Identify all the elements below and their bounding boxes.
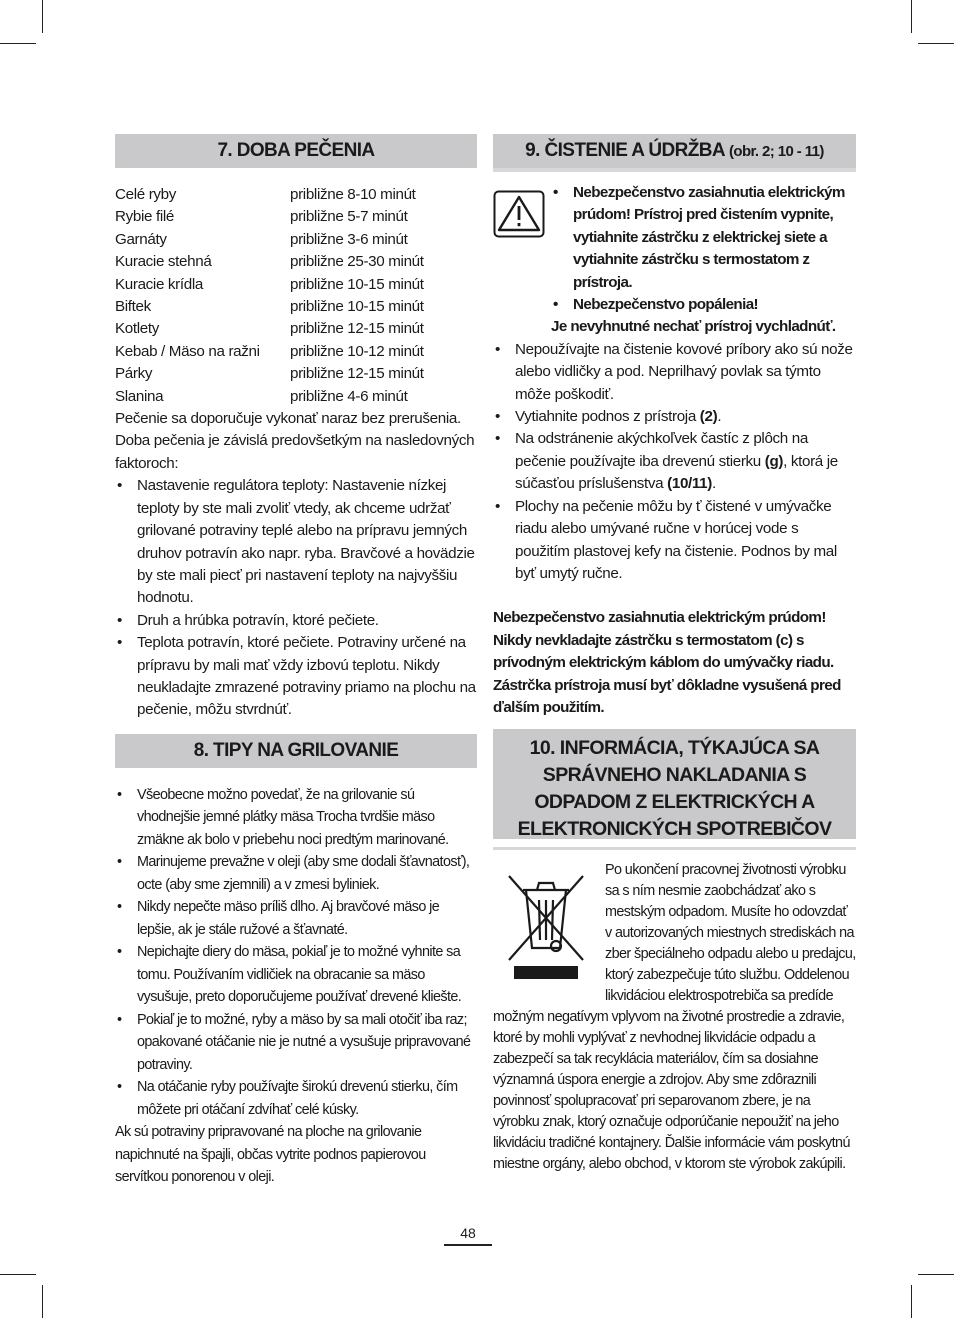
divider (493, 847, 856, 850)
cooking-time: približne 12-15 minút (290, 365, 424, 383)
crop-mark (918, 43, 954, 44)
text: Na odstránenie akýchkoľvek častíc z plôch na pečenie používajte iba drevenú stierku (515, 430, 808, 470)
section-10-heading: 10. INFORMÁCIA, TÝKAJÚCA SA SPRÁVNEHO NAKLADANIA S ODPADOM Z ELEKTRICKÝCH A ELEKTRONICKÝCH SPOTREBIČOV (493, 729, 856, 839)
disposal-text: Po ukončení pracovnej životnosti výrobku sa s ním nesmie zaobchádzať ako s mestským odpadom. Musíte ho odovzdať v autorizovaných miestnych strediskách na zber špeciálneho odpadu alebo u predajcu, ktorý zabezpečuje túto službu. Oddelenou likvidáciou elektrospotrebiča sa predíde možným negatívym vplyvom na životné prostredie a zdravie, ktoré by mohli vyplývať z nevhodnej likvidácie odpadu a zabezpečí sa tak recyklácia materiálov, čím sa dosiahne významná úspora energie a zdrojov. Aby sme zdôraznili povinnosť spolupracovať pri separovanom zbere, je na výrobku znak, ktorý označuje odporúčanie nepoužiť na jeho likvidáciu tradičné kontajnery. Ďalšie informácie vám poskytnú miestne orgány, alebo obchod, v ktorom ste výrobok zakúpili. (493, 862, 856, 1173)
crop-mark (0, 43, 36, 44)
figure-ref: (2) (699, 408, 718, 426)
food-name: Kotlety (115, 320, 159, 338)
food-name: Slanina (115, 387, 164, 405)
table-row (115, 206, 477, 228)
section-9-figure-ref: (obr. 2; 10 - 11) (728, 143, 824, 160)
table-row (115, 229, 477, 251)
weee-crossed-bin-icon (493, 860, 599, 990)
list-item: • Marinujeme prevažne v oleji (aby sme dodali šťavnatosť), octe (aby sme zjemnili) a v zmesi byliniek. (115, 851, 477, 896)
cooking-time: približne 10-15 minút (290, 275, 424, 293)
electric-shock-warning: Nebezpečenstvo zasiahnutia elektrickým prúdom! Nikdy nevkladajte zástrčku s termostatom (c) s prívodným elektrickým káblom do umývačky riadu. Zástrčka prístroja musí byť dôkladne vysušená pred ďalším použitím. (493, 609, 841, 716)
list-item: • Nebezpečenstvo popálenia! (551, 294, 856, 316)
text: Vytiahnite podnos z prístroja (515, 408, 700, 426)
food-name: Kebab / Mäso na ražni (115, 342, 260, 360)
cooking-time: približne 25-30 minút (290, 253, 424, 271)
part-ref: (g) (764, 452, 784, 470)
warning-triangle-icon (493, 190, 545, 238)
crop-mark (911, 1285, 912, 1318)
table-row (115, 296, 477, 318)
factor-list (115, 475, 477, 721)
crop-mark (42, 1285, 43, 1318)
list-item: • Nastavenie regulátora teploty: Nastavenie nízkej teploty by ste mali zvoliť vtedy, ak chceme udržať grilované potraviny teplé alebo na prípravu jemných druhov potravín ako napr. ryba. Bravčové a hovädzie by ste mali piecť pri nastavení teploty na najvyššiu hodnotu. (115, 475, 477, 609)
crop-mark (42, 0, 43, 33)
food-name: Kuracie stehná (115, 253, 212, 271)
table-row (115, 363, 477, 385)
food-name: Garnáty (115, 230, 167, 248)
crop-mark (911, 0, 912, 33)
section-9-title: 9. ČISTENIE A ÚDRŽBA (525, 140, 725, 161)
text: . (717, 408, 722, 426)
section-7-heading: 7. DOBA PEČENIA (115, 134, 477, 168)
text: , ktorá je súčasťou príslušenstva (515, 452, 838, 493)
cooldown-warning: Je nevyhnutné nechať prístroj vychladnúť. (551, 318, 836, 336)
list-item: • Všeobecne možno povedať, že na grilovanie sú vhodnejšie jemné plátky mäsa Trocha tvrdšie mäso zmäkne ak bolo v priebehu noci predtým marinované. (115, 784, 477, 852)
section-8-heading: 8. TIPY NA GRILOVANIE (115, 734, 477, 768)
table-row (115, 251, 477, 273)
list-item (493, 406, 856, 428)
list-item (493, 428, 856, 495)
list-item: • Nepichajte diery do mäsa, pokiaľ je to možné vyhnite sa tomu. Používaním vidličiek na obracanie sa mäso vysušuje, preto doporučujeme používať drevené kliešte. (115, 941, 477, 1009)
cooking-times-table (115, 184, 477, 408)
list-item: • Druh a hrúbka potravín, ktoré pečiete. (115, 610, 477, 632)
list-item: • Na otáčanie ryby používajte širokú drevenú stierku, čím môžete pri otáčaní zdvíhať celé kúsky. (115, 1076, 477, 1121)
cooking-time: približne 4-6 minút (290, 387, 408, 405)
cooking-time: približne 8-10 minút (290, 186, 416, 203)
crop-mark (918, 1274, 954, 1275)
left-column (115, 134, 477, 1189)
table-row (115, 184, 477, 206)
food-name: Biftek (115, 298, 151, 316)
list-item: • Nebezpečenstvo zasiahnutia elektrickým prúdom! Prístroj pred čistením vypnite, vytiahnite zástrčku z elektrickej siete a vytiahnite zástrčku s termostatom z prístroja. (551, 182, 856, 294)
section-9-heading (493, 134, 856, 172)
table-row (115, 341, 477, 363)
cooking-time: približne 10-12 minút (290, 342, 424, 360)
cooking-time: približne 3-6 minút (290, 230, 408, 248)
page-number: 48 (460, 1225, 476, 1241)
table-row (115, 386, 477, 408)
cooking-time: približne 10-15 minút (290, 298, 424, 316)
cooking-time: približne 5-7 minút (290, 208, 408, 226)
list-item: • Nepoužívajte na čistenie kovové príbory ako sú nože alebo vidličky a pod. Neprilhavý povlak sa týmto môže poškodiť. (493, 339, 856, 406)
safety-warning-block (493, 182, 856, 316)
list-item: • Teplota potravín, ktoré pečiete. Potraviny určené na prípravu by mali mať vždy izbovú teplotu. Nikdy neukladajte zmrazené potraviny priamo na plochu na pečenie, môžu stvrdnúť. (115, 632, 477, 722)
list-item: • Nikdy nepečte mäso príliš dlho. Aj bravčové mäso je lepšie, ak je stále ružové a šťavnaté. (115, 896, 477, 941)
right-column (493, 134, 856, 1175)
text: . (711, 475, 716, 493)
disposal-info (493, 860, 856, 1175)
page-number-underline (444, 1244, 492, 1246)
food-name: Párky (115, 365, 153, 383)
food-name: Rybie filé (115, 208, 174, 226)
list-item: • Plochy na pečenie môžu by ť čistené v umývačke riadu alebo umývané ručne v horúcej vode s použitím plastovej kefy na čistenie. Podnos by mal byť umytý ručne. (493, 496, 856, 586)
grilling-tips (115, 784, 477, 1189)
cooking-time: približne 12-15 minút (290, 320, 424, 338)
cleaning-list (493, 339, 856, 585)
food-name: Celé ryby (115, 186, 176, 203)
crop-mark (0, 1274, 36, 1275)
figure-ref: (10/11) (667, 475, 712, 493)
paragraph: Doba pečenia je závislá predovšetkým na nasledovných faktoroch: (115, 432, 475, 472)
paragraph: Pečenie sa doporučuje vykonať naraz bez prerušenia. (115, 410, 461, 428)
list-item: • Pokiaľ je to možné, ryby a mäso by sa mali otočiť iba raz; opakované otáčanie nie je nutné a vysušuje pripravované potraviny. (115, 1009, 477, 1077)
paragraph: Ak sú potraviny pripravované na ploche na grilovanie napichnuté na špajli, občas vytrite podnos papierovou servítkou ponorenou v oleji. (115, 1124, 426, 1186)
tips-list (115, 784, 477, 1122)
table-row (115, 274, 477, 296)
warning-list (551, 182, 856, 316)
table-row (115, 318, 477, 340)
food-name: Kuracie krídla (115, 275, 203, 293)
